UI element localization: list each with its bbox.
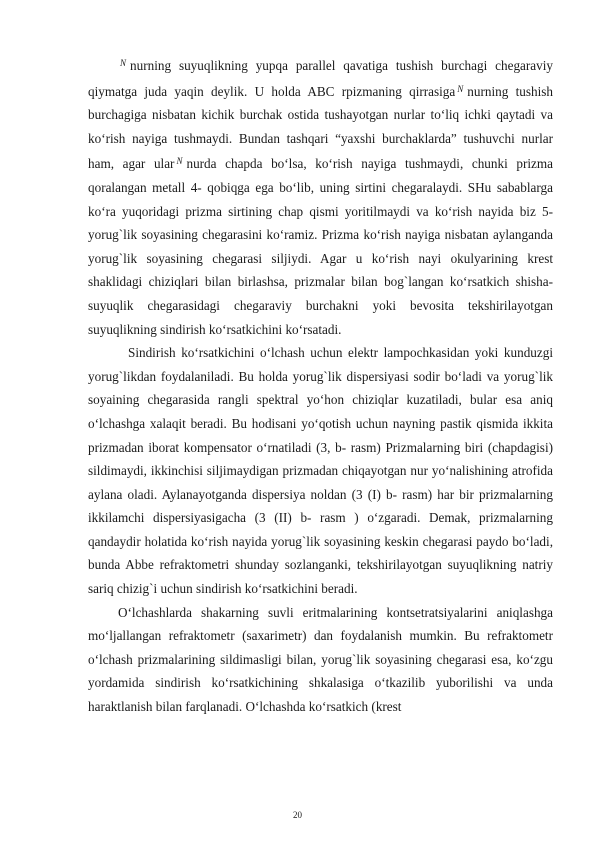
paragraph-1-part-1: nurning suyuqlikning yupqa parallel qavatiga tushish burchagi chegaraviy qiymatga juda yaqin deylik. U holda ABC rpizmaning qirrasiga [88, 58, 553, 99]
paragraph-1-part-2: nurning tushish burchagiga nisbatan kichik burchak ostida tushayotgan nurlar to‘liq ichki qaytadi va ko‘rish nayiga tushmaydi. Bundan tashqari “yaxshi burchaklarda” tushuvchi nurlar ham, agar ular [88, 83, 553, 172]
symbol-n: N [120, 58, 127, 68]
document-body [88, 52, 553, 719]
paragraph-1 [88, 52, 553, 341]
symbol-n: N [176, 156, 183, 167]
paragraph-3: O‘lchashlarda shakarning suvli eritmalarining kontsetratsiyalarini aniqlashga mo‘ljallangan refraktometr (saxarimetr) dan foydalanish mumkin. Bu refraktometr o‘lchash prizmalarining sildimasligi bilan, yorug`lik soyasining chegarasi esa, ko‘zgu yordamida sindirish ko‘rsatkichining shkalasiga o‘tkazilib yuborilishi va unda haraktlanish bilan farqlanadi. O‘lchashda ko‘rsatkich (krest [88, 604, 553, 715]
paragraph-1-part-3: nurda chapda bo‘lsa, ko‘rish nayiga tushmaydi, chunki prizma qoralangan metall 4- qobiqga ega bo‘lib, uning sirtini chegaralaydi. SHu sabablarga ko‘ra yuqoridagi prizma sirtining chap qismi yoritilmaydi va ko‘rish nayida biz 5- yorug`lik soyasining chegarasini ko‘ramiz. Prizma ko‘rish nayiga nisbatan aylanganda yorug`lik soyasining chegarasi siljiydi. Agar u ko‘rish nayi okulyarining krest shaklidagi chiziqlari bilan birlashsa, prizmalar bilan bog`langan ko‘rsatkich shisha- suyuqlik chegarasidagi chegaraviy burchakni yoki bevosita tekshirilayotgan suyuqlikning sindirish ko‘rsatkichini ko‘rsatadi. [88, 156, 553, 337]
paragraph-2: Sindirish ko‘rsatkichini o‘lchash uchun elektr lampochkasidan yoki kunduzgi yorug`likdan foydalaniladi. Bu holda yorug`lik dispersiyasi sodir bo‘ladi va yorug`lik soyaining chegarasida rangli spektral yo‘hon chiziqlar kuzatiladi, bular esa aniq o‘lchashga xalaqit beradi. Bu hodisani yo‘qotish uchun nayning pastik qismida ikkita prizmadan iborat kompensator o‘rnatiladi (3, b- rasm) Prizmalarning biri (chapdagisi) sildimaydi, ikkinchisi siljimaydigan prizmadan chiqayotgan nur yo‘nalishining atrofida aylana oladi. Aylanayotganda dispersiya noldan (3 (I) b- rasm) har bir prizmalarning ikkilamchi dispersiyasigacha (3 (II) b- rasm ) o‘zgaradi. Demak, prizmalarning qandaydir holatida ko‘rish nayida yorug`lik soyasining keskin chegarasi paydo bo‘ladi, bunda Abbe refraktometri shunday sozlanganki, tekshirilayotgan suyuqlikning natriy sariq chizig`i uchun sindirish ko‘rsatkichini beradi. [88, 345, 553, 597]
page-number: 20 [293, 810, 302, 820]
symbol-n: N [457, 83, 464, 94]
